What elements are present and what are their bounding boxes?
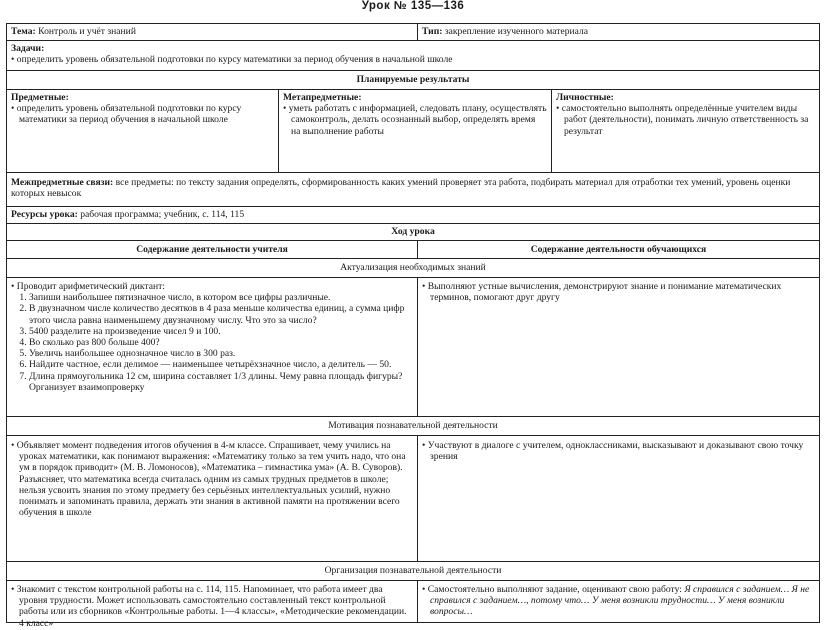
dictation-item: 7. Длина прямоугольника 12 см, ширина составляет 1/3 длины. Чему равна площадь фигуры?	[29, 371, 413, 382]
teacher-text: Объявляет момент подведения итогов обучения в 4-м классе. Спрашивает, чему учились на уроках математики, как понимают выражения: «Математику только за тем учить надо, что она ум в порядок приводит» (М. В. Ломоносов), «Математика – гимнастика ума» (А. В. Суворов). Разъясняет, что математика всегда считалась одним из самых трудных предметов в школе; нельзя усвоить знания по этому предмету без серьёзных интеллектуальных усилий, нужно понимать и запоминать правила, держать эти знания в активной памяти на протяжении всего обучения в школе	[16, 440, 406, 519]
dictation-item: 4. Во сколько раз 800 больше 400?	[29, 337, 413, 348]
student-activity-cell	[417, 581, 819, 622]
personal-results-cell	[551, 90, 819, 172]
stage-title-row	[7, 562, 819, 581]
stage-title: Мотивация познавательной деятельности	[328, 420, 498, 431]
dictation-item: 2. В двузначном числе количество десятков в 4 раза меньше количества единиц, а сумма цифр этого числа равна наименьшему двузначному числу. Что это за число?	[29, 303, 413, 325]
interdisciplinary-row	[7, 173, 819, 207]
teacher-column-header: Содержание деятельности учителя	[136, 244, 288, 255]
lesson-flow-title: Ход урока	[391, 226, 435, 237]
tasks-cell	[7, 41, 819, 70]
interdisciplinary-cell	[7, 173, 819, 206]
subject-results-text: определить уровень обязательной подготовки по курсу математики за период обучения в начальной школе	[16, 103, 242, 126]
stage-title: Организация познавательной деятельности	[324, 565, 502, 576]
bullet-icon: •	[11, 54, 15, 66]
teacher-activity-cell	[7, 278, 417, 416]
dictation-item: 1. Запиши наибольшее пятизначное число, в котором все цифры различные.	[29, 292, 413, 303]
meta-results-cell	[278, 90, 551, 172]
subject-results-cell	[7, 90, 278, 172]
student-text-plain: Самостоятельно выполняют задание, оценивают свою работу:	[427, 584, 682, 595]
personal-results-label: Личностные:	[556, 92, 614, 103]
resources-label: Ресурсы урока:	[11, 209, 78, 220]
type-label: Тип:	[422, 26, 443, 37]
tasks-label: Задачи:	[11, 43, 45, 54]
student-activity-cell	[417, 278, 819, 416]
lesson-flow-title-row	[7, 224, 819, 241]
stage-title-row	[7, 259, 819, 278]
teacher-text: Знакомит с текстом контрольной работы на с. 114, 115. Напоминает, что работа имеет два уровня трудности. Может использовать самостоятельно составленный текст контрольной работы или из сборников «Контрольные работы. 1—4 классы», «Методические рекомендации. 4 класс»	[16, 584, 407, 629]
dictation-item: 5. Увеличь наибольшее однозначное число в 300 раз.	[29, 348, 413, 359]
interdisciplinary-label: Межпредметные связи:	[11, 177, 114, 188]
dictation-item: 6. Найдите частное, если делимое — наименьшее четырёхзначное число, а делитель — 50.	[29, 359, 413, 370]
subject-results-label: Предметные:	[11, 92, 69, 103]
tasks-item: • определить уровень обязательной подготовки по курсу математики за период обучения в начальной школе	[11, 54, 453, 66]
stage-title: Актуализация необходимых знаний	[340, 262, 486, 273]
stage-title-row	[7, 417, 819, 436]
dictation-item: 3. 5400 разделите на произведение чисел 9 и 100.	[29, 326, 413, 337]
stage-content-row	[7, 278, 819, 417]
bullet-icon: •	[11, 103, 15, 115]
bullet-icon: •	[11, 584, 15, 595]
bullet-icon: •	[556, 103, 560, 115]
interdisciplinary-text: все предметы: по тексту задания определять, сформированность каких умений проверяет эта работа, подбирать материал для отработки тех умений, уровень оценки которых невысок	[11, 177, 791, 200]
page-title: Урок № 135—136	[361, 0, 465, 12]
resources-cell	[7, 207, 819, 223]
bullet-icon: •	[11, 440, 15, 451]
planned-results-row	[7, 90, 819, 173]
meta-results-label: Метапредметные:	[283, 92, 362, 103]
bullet-icon: •	[422, 281, 426, 292]
dictation-list	[11, 292, 413, 382]
bullet-icon: •	[422, 584, 426, 595]
topic-row	[7, 24, 819, 41]
resources-text: рабочая программа; учебник, с. 114, 115	[80, 209, 245, 220]
tasks-row	[7, 41, 819, 71]
teacher-activity-cell	[7, 436, 417, 561]
student-text-italic: Я справился с заданием… Я не справился с заданием…, потому что… У меня возникли трудности… У меня возникли вопросы…	[430, 584, 810, 618]
type-value: закрепление изученного материала	[444, 26, 589, 37]
bullet-icon: •	[422, 440, 426, 451]
bullet-icon: •	[283, 103, 287, 115]
resources-row	[7, 207, 819, 224]
teacher-outro: Организует взаимопроверку	[29, 381, 145, 393]
topic-cell	[7, 24, 417, 40]
student-column-header: Содержание деятельности обучающихся	[417, 241, 819, 258]
student-activity-cell	[417, 436, 819, 561]
planned-results-title: Планируемые результаты	[356, 74, 470, 85]
teacher-intro: Проводит арифметический диктант:	[16, 281, 165, 292]
student-text: Выполняют устные вычисления, демонстрируют знание и понимание математических терминов, помогают друг другу	[427, 281, 782, 304]
meta-results-text: уметь работать с информацией, следовать плану, осуществлять самоконтроль, делать осознанный выбор, определять время на выполнение работы	[288, 103, 547, 137]
planned-results-title-row	[7, 71, 819, 90]
topic-label: Тема:	[11, 26, 36, 37]
stage-content-row	[7, 436, 819, 562]
type-cell	[417, 24, 819, 40]
lesson-table	[6, 23, 820, 629]
stage-content-row	[7, 581, 819, 629]
bullet-icon: •	[11, 281, 15, 292]
topic-value: Контроль и учёт знаний	[38, 26, 136, 37]
student-text: Участвуют в диалоге с учителем, одноклассниками, высказывают и доказывают свою точку зрения	[427, 440, 804, 463]
column-headers-row	[7, 241, 819, 259]
personal-results-text: самостоятельно выполнять определённые учителем виды работ (деятельности), понимать личную ответственность за результат	[561, 103, 809, 137]
teacher-activity-cell	[7, 581, 417, 629]
